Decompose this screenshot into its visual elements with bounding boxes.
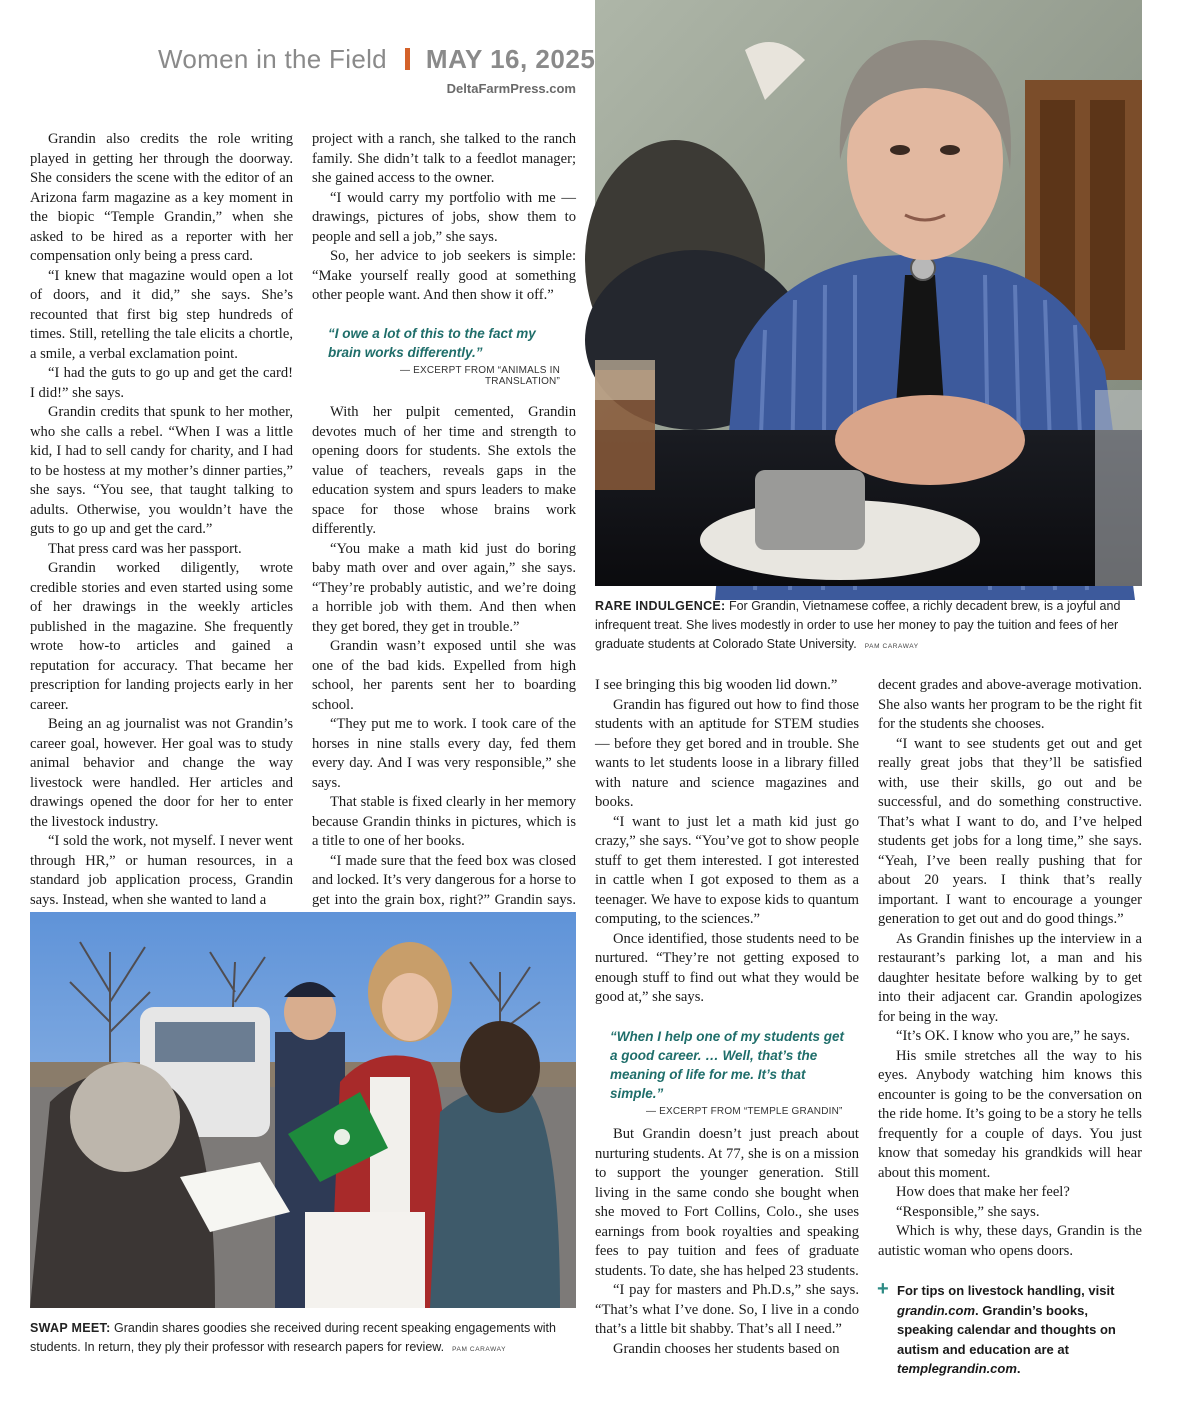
tip-link-templegrandin[interactable]: templegrandin.com bbox=[897, 1361, 1017, 1376]
article-column-4 bbox=[878, 676, 1142, 1266]
caption-text: For Grandin, Vietnamese coffee, a richly decadent brew, is a joyful and infrequent treat. She lives modestly in order to use her money to pay the tuition and fees of her graduate students at Colorado State University. bbox=[595, 599, 1121, 651]
paragraph: I see bringing this big wooden lid down.” bbox=[595, 677, 838, 693]
paragraph: “They put me to work. I took care of the horses in nine stalls every day, fed them every day. And I was very responsible,” she says. bbox=[312, 716, 576, 791]
pull-quote-text: “When I help one of my students get a good career. … Well, that’s the meaning of life for me. It’s that simple.” bbox=[610, 1029, 845, 1101]
photo-caption-bottom bbox=[30, 1319, 575, 1359]
paragraph: Once identified, those students need to be nurtured. “They’re not getting exposed to enough stuff to find out what they would be good at,” she says. bbox=[595, 930, 859, 1005]
tip-text: . Grandin’s books, speaking calendar and thoughts on autism and education are at bbox=[897, 1302, 1116, 1357]
page-folio bbox=[158, 44, 596, 84]
paragraph: “I knew that magazine would open a lot of doors, and it did,” she says. She’s recounted that first big step hundreds of times. Still, retelling the tale elicits a chortle, a smile, a verbal exclamation point. bbox=[30, 267, 293, 362]
paragraph: project with a ranch, she talked to the ranch family. She didn’t talk to a feedlot manager; she gained access to the owner. bbox=[312, 131, 576, 186]
tip-box bbox=[877, 1278, 1145, 1379]
plus-icon: + bbox=[877, 1278, 889, 1300]
paragraph: “I had the guts to go up and get the card! I did!” she says. bbox=[30, 365, 293, 401]
paragraph: Grandin also credits the role writing played in getting her through the doorway. She considers the scene with the editor of an Arizona farm magazine as a key moment in the biopic “Temple Grandin,” when she asked to be hired as a reporter with her compensation only being a press card. bbox=[30, 131, 293, 264]
paragraph: “It’s OK. I know who you are,” he says. bbox=[896, 1028, 1130, 1044]
caption-label: RARE INDULGENCE: bbox=[595, 599, 726, 613]
photo-credit: PAM CARAWAY bbox=[864, 643, 919, 650]
paragraph: Being an ag journalist was not Grandin’s career goal, however. Her goal was to study animal behavior and change the way livestock were handled. Her articles and drawings opened the door for her to enter the livestock industry. bbox=[30, 716, 293, 830]
paragraph: His smile stretches all the way to his eyes. Anybody watching him knows this encounter is going to be the conversation on the ride home. It’s going to be a story he tells frequently for a couple of days. You just know that someday his grandkids will hear about this moment. bbox=[878, 1047, 1142, 1181]
paragraph: As Grandin finishes up the interview in a restaurant’s parking lot, a man and his daughter hesitate before walking by to get into their adjacent car. Grandin apologizes for being in the way. bbox=[878, 930, 1142, 1025]
photo-image bbox=[30, 912, 576, 1308]
pull-quote-2 bbox=[610, 1027, 855, 1117]
pull-quote-source: — EXCERPT FROM “ANIMALS IN TRANSLATION” bbox=[399, 365, 560, 387]
paragraph: Grandin chooses her students based on bbox=[613, 1340, 840, 1357]
paragraph: “I made sure that the feed box was closed and locked. It’s very dangerous for a horse to get into the grain box, right?” Grandin says. bbox=[312, 852, 576, 908]
photo-swap-meet bbox=[30, 912, 576, 1308]
paragraph: But Grandin doesn’t just preach about nurturing students. At 77, she is on a mission to support the younger generation. Still living in the same condo she bought when she moved to Fort Collins, Colo., she uses earnings from book royalties and speaking fees to pay tuition and fees of graduate students. To date, she has helped 23 students. bbox=[595, 1126, 859, 1279]
caption-label: SWAP MEET: bbox=[30, 1321, 111, 1335]
caption-text: Grandin shares goodies she received during recent speaking engagements with students. In return, they ply their professor with research papers for review. bbox=[30, 1321, 556, 1354]
article-column-3-top bbox=[595, 676, 859, 1010]
section-title: Women in the Field bbox=[158, 44, 387, 74]
paragraph: “You make a math kid just do boring baby math over and over again,” she says. “They’re probably autistic, and we’re doing a horrible job with them. And then when they get bored, they get in trouble.” bbox=[312, 540, 576, 635]
article-column-3-bottom bbox=[595, 1125, 859, 1395]
photo-credit: PAM CARAWAY bbox=[452, 1346, 507, 1353]
pull-quote-source: — EXCERPT FROM “TEMPLE GRANDIN” bbox=[646, 1106, 843, 1117]
paragraph: That stable is fixed clearly in her memory because Grandin thinks in pictures, which is a title to one of her books. bbox=[312, 794, 576, 849]
photo-caption-top bbox=[595, 597, 1135, 656]
article-column-1 bbox=[30, 130, 293, 908]
pull-quote-1 bbox=[328, 324, 560, 387]
paragraph: “Responsible,” she says. bbox=[896, 1203, 1040, 1220]
paragraph: Grandin credits that spunk to her mother, who she calls a rebel. “When I was a little kid, I had to sell candy for charity, and I had to be hostess at my mother’s dinner parties,” she says. “You see, that taught talking to adults. Otherwise, you wouldn’t have the guts to go up and get the card.” bbox=[30, 404, 293, 537]
paragraph: Which is why, these days, Grandin is the autistic woman who opens doors. bbox=[878, 1223, 1142, 1259]
paragraph: Grandin has figured out how to find those students with an aptitude for STEM studies — before they get bored and in trouble. She wants to let students loose in a library filled with nature and science magazines and books. bbox=[595, 696, 859, 810]
photo-image bbox=[595, 0, 1142, 586]
paragraph: Grandin worked diligently, wrote credible stories and even started using some of her drawings in the weekly articles published in the magazine. She frequently wrote how-to articles and gained a reputation for accuracy. That became her prescription for landing projects early in her career. bbox=[30, 560, 293, 713]
paragraph: “I would carry my portfolio with me — drawings, pictures of jobs, show them to people and sell a job,” she says. bbox=[312, 189, 576, 245]
tip-text: For tips on livestock handling, visit bbox=[897, 1283, 1115, 1298]
website-link[interactable]: DeltaFarmPress.com bbox=[446, 81, 576, 96]
folio-divider bbox=[405, 48, 410, 70]
tip-text: . bbox=[1016, 1361, 1021, 1376]
issue-date: MAY 16, 2025 bbox=[425, 44, 596, 74]
article-column-2-bottom bbox=[312, 403, 576, 908]
paragraph: decent grades and above-average motivation. She also wants her program to be the right fit for the students she chooses. bbox=[878, 677, 1142, 732]
paragraph: How does that make her feel? bbox=[896, 1184, 1070, 1200]
paragraph: “I pay for masters and Ph.D.s,” she says. “That’s what I’ve done. So, I live in a condo that’s a little bit shabby. That’s all I need.” bbox=[595, 1282, 859, 1337]
paragraph: “I want to see students get out and get really great jobs that they’ll be satisfied with, use their skills, go out and be successful, and do something constructive. That’s what I want to do, and I’ve helped students get jobs for a long time,” she says. “Yeah, I’ve been really pushing that for about 20 years. I think that’s really important. I want to encourage a younger generation to get out and do good things.” bbox=[878, 735, 1142, 927]
paragraph: “I want to just let a math kid just go crazy,” she says. “You’ve got to show people stuff to get them interested. I got interested in cattle when I got exposed to them as a teenager. We have to expose kids to quantum computing, to the sciences.” bbox=[595, 813, 859, 927]
paragraph: That press card was her passport. bbox=[48, 540, 242, 557]
photo-grandin-coffee bbox=[595, 0, 1142, 586]
article-column-2-top bbox=[312, 130, 576, 310]
paragraph: With her pulpit cemented, Grandin devotes much of her time and strength to opening doors for students. She extols the value of teachers, reveals gaps in the education system and spurs leaders to make space for those whose brains work differently. bbox=[312, 404, 576, 537]
paragraph: Grandin wasn’t exposed until she was one of the bad kids. Expelled from high school, her parents sent her to boarding school. bbox=[312, 638, 576, 713]
paragraph: “I sold the work, not myself. I never went through HR,” or human resources, in a standard job application process, Grandin says. Instead, when she wanted to land a bbox=[30, 833, 293, 908]
tip-link-grandin[interactable]: grandin.com bbox=[897, 1302, 976, 1318]
pull-quote-text: “I owe a lot of this to the fact my brain works differently.” bbox=[328, 326, 536, 360]
paragraph: So, her advice to job seekers is simple: “Make yourself really good at something other people want. And then show it off.” bbox=[312, 248, 576, 303]
